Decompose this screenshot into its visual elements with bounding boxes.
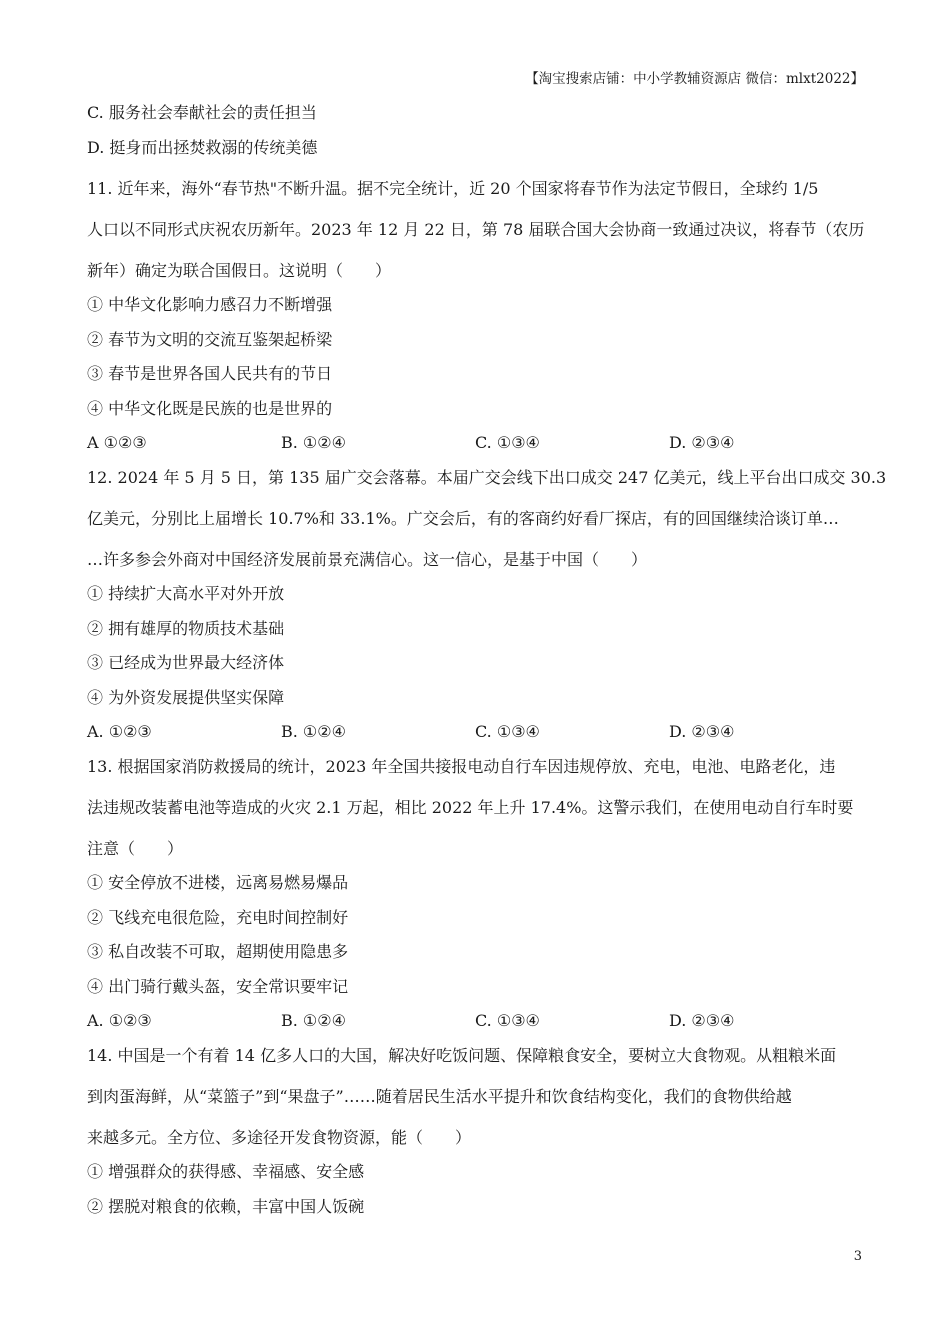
q13-item: ① 安全停放不进楼，远离易燃易爆品: [87, 873, 349, 892]
q13-item: ② 飞线充电很危险，充电时间控制好: [87, 907, 349, 927]
q12-choice-c: C. ①③④: [475, 722, 540, 741]
q14-item: ① 增强群众的获得感、幸福感、安全感: [87, 1162, 365, 1181]
q12-item: ④ 为外资发展提供坚实保障: [87, 687, 285, 707]
q13-choice-d: D. ②③④: [669, 1011, 735, 1030]
q12-stem-line: 12. 2024 年 5 月 5 日，第 135 届广交会落幕。本届广交会线下出口成交 247 亿美元，线上平台出口成交 30.3: [87, 467, 887, 487]
q13-choice-b: B. ①②④: [281, 1011, 346, 1030]
q13-choices: [87, 1008, 865, 1043]
q14-item: ② 摆脱对粮食的依赖，丰富中国人饭碗: [87, 1196, 365, 1216]
q11-stem-line: 11. 近年来，海外“春节热"不断升温。据不完全统计，近 20 个国家将春节作为法定节假日，全球约 1/5: [87, 178, 819, 198]
q13-choice-c: C. ①③④: [475, 1011, 540, 1030]
q11-choices: [87, 430, 865, 465]
q12-choices: [87, 719, 865, 754]
q14-stem-line: 到肉蛋海鲜，从“菜篮子”到“果盘子”……随着居民生活水平提升和饮食结构变化，我们的食物供给越: [87, 1086, 792, 1106]
q11-choice-c: C. ①③④: [475, 433, 540, 452]
q11-choice-a: A ①②③: [87, 433, 147, 452]
q11-item: ② 春节为文明的交流互鉴架起桥梁: [87, 329, 333, 349]
q11-item: ④ 中华文化既是民族的也是世界的: [87, 398, 333, 418]
q11-item: ③ 春节是世界各国人民共有的节日: [87, 364, 333, 383]
q10-option-d: D. 挺身而出拯焚救溺的传统美德: [87, 137, 318, 157]
q11-stem-line: 人口以不同形式庆祝农历新年。2023 年 12 月 22 日，第 78 届联合国大会协商一致通过决议，将春节（农历: [87, 219, 865, 239]
q12-choice-d: D. ②③④: [669, 722, 735, 741]
q11-item: ① 中华文化影响力感召力不断增强: [87, 295, 333, 314]
q11-choice-d: D. ②③④: [669, 433, 735, 452]
q10-option-c: C. 服务社会奉献社会的责任担当: [87, 103, 317, 122]
page-header: 【淘宝搜索店铺：中小学教辅资源店 微信：mlxt2022】: [525, 71, 864, 87]
q13-stem-line: 注意（ ）: [87, 838, 184, 858]
q12-choice-a: A. ①②③: [87, 722, 152, 741]
page-number: 3: [853, 1249, 862, 1264]
q12-choice-b: B. ①②④: [281, 722, 346, 741]
q13-item: ③ 私自改装不可取，超期使用隐患多: [87, 942, 349, 961]
q13-item: ④ 出门骑行戴头盔，安全常识要牢记: [87, 976, 349, 996]
q13-stem-line: 法违规改装蓄电池等造成的火灾 2.1 万起，相比 2022 年上升 17.4%。这警示我们，在使用电动自行车时要: [87, 797, 854, 817]
q13-choice-a: A. ①②③: [87, 1011, 152, 1030]
q12-item: ① 持续扩大高水平对外开放: [87, 584, 285, 603]
q11-choice-b: B. ①②④: [281, 433, 346, 452]
q13-stem-line: 13. 根据国家消防救援局的统计，2023 年全国共接报电动自行车因违规停放、充电，电池、电路老化，违: [87, 756, 836, 776]
q14-stem-line: 来越多元。全方位、多途径开发食物资源，能（ ）: [87, 1127, 472, 1147]
q14-stem-line: 14. 中国是一个有着 14 亿多人口的大国，解决好吃饭问题、保障粮食安全，要树立大食物观。从粗粮米面: [87, 1045, 837, 1065]
q12-stem-line: 亿美元，分别比上届增长 10.7%和 33.1%。广交会后，有的客商约好看厂探店，有的回国继续洽谈订单…: [87, 508, 839, 528]
page-content: [87, 100, 887, 1228]
q12-item: ③ 已经成为世界最大经济体: [87, 653, 285, 672]
q11-stem-line: 新年）确定为联合国假日。这说明（ ）: [87, 260, 392, 280]
q12-stem-line: …许多参会外商对中国经济发展前景充满信心。这一信心，是基于中国（ ）: [87, 549, 648, 569]
q12-item: ② 拥有雄厚的物质技术基础: [87, 618, 285, 638]
